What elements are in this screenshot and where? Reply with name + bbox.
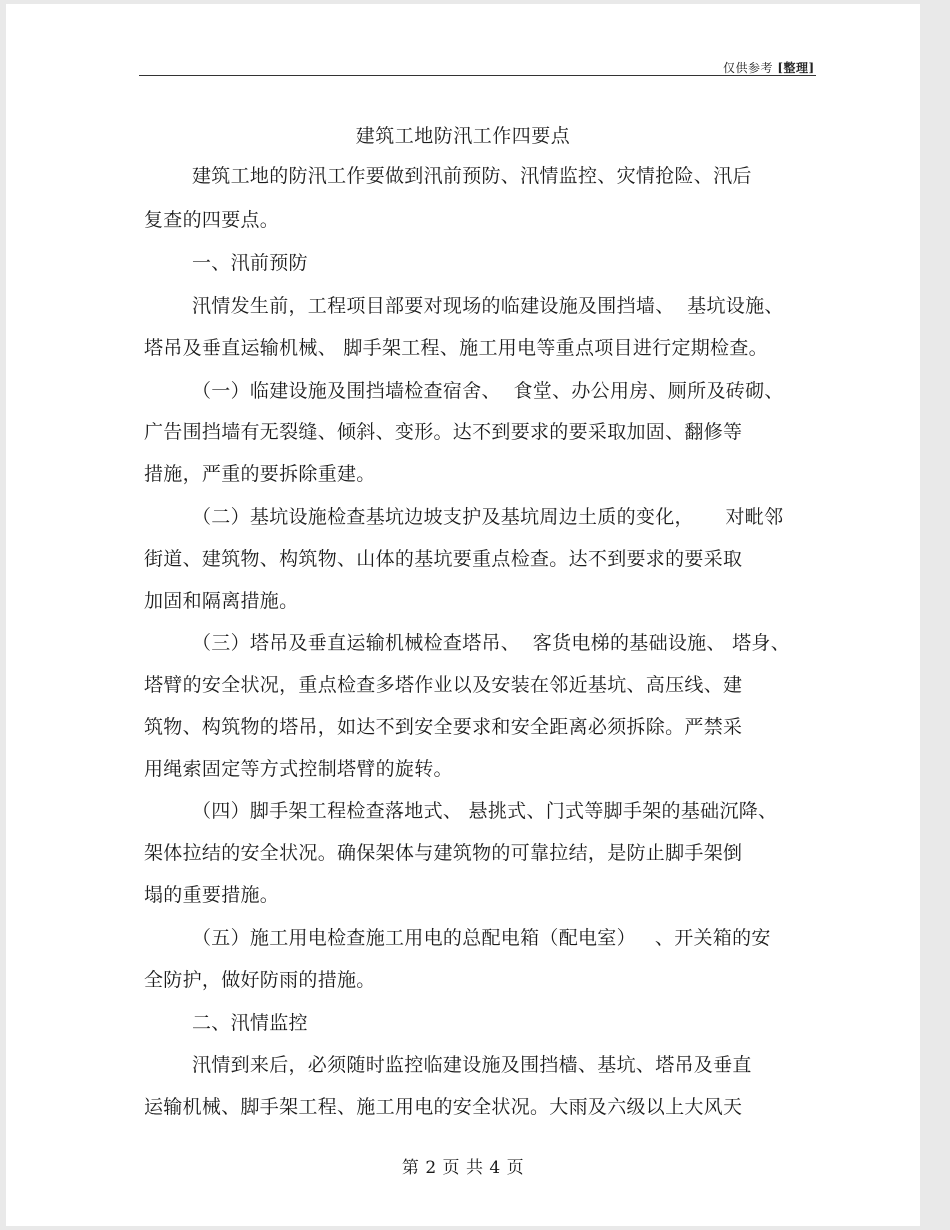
body-line-10: 街道、建筑物、构筑物、山体的基坑要重点检查。达不到要求的要采取	[144, 548, 743, 570]
body-line-7: 广告围挡墙有无裂缝、倾斜、变形。达不到要求的要采取加固、翻修等	[144, 421, 743, 443]
body-line-5: 塔吊及垂直运输机械、 脚手架工程、施工用电等重点项目进行定期检查。	[144, 337, 768, 359]
body-line-12: （三）塔吊及垂直运输机械检查塔吊、 客货电梯的基础设施、 塔身、	[192, 632, 791, 654]
body-line-9: （二）基坑设施检查基坑边坡支护及基坑周边土质的变化， 对毗邻	[192, 506, 784, 528]
body-line-2: 复查的四要点。	[144, 209, 280, 231]
body-line-13: 塔臂的安全状况，重点检查多塔作业以及安装在邻近基坑、高压线、建	[144, 674, 743, 696]
section-heading-1: 一、汛前预防	[192, 252, 308, 274]
body-line-14: 筑物、构筑物的塔吊，如达不到安全要求和安全距离必须拆除。严禁采	[144, 716, 743, 738]
body-line-19: （五）施工用电检查施工用电的总配电箱（配电室） 、开关箱的安	[192, 927, 771, 949]
body-line-11: 加固和隔离措施。	[144, 590, 299, 612]
page-header	[723, 59, 815, 76]
body-line-16: （四）脚手架工程检查落地式、 悬挑式、门式等脚手架的基础沉降、	[192, 800, 778, 822]
body-line-22: 汛情到来后，必须随时监控临建设施及围挡樯、基坑、塔吊及垂直	[192, 1054, 752, 1076]
document-page	[6, 4, 920, 1226]
body-line-1: 建筑工地的防汛工作要做到汛前预防、汛情监控、灾情抢险、汛后	[192, 165, 752, 187]
body-line-8: 措施，严重的要拆除重建。	[144, 463, 376, 485]
page-number: 第 2 页 共 4 页	[401, 1158, 525, 1178]
body-line-6: （一）临建设施及围挡墙检查宿舍、 食堂、办公用房、厕所及砖砌、	[192, 380, 784, 402]
header-divider	[139, 75, 816, 76]
body-line-15: 用绳索固定等方式控制塔臂的旋转。	[144, 758, 453, 780]
header-tag: [整理]	[777, 61, 815, 75]
body-line-18: 塌的重要措施。	[144, 884, 280, 906]
body-line-17: 架体拉结的安全状况。确保架体与建筑物的可靠拉结，是防止脚手架倒	[144, 842, 743, 864]
section-heading-2: 二、汛情监控	[192, 1012, 308, 1034]
body-line-23: 运输机械、脚手架工程、施工用电的安全状况。大雨及六级以上大风天	[144, 1096, 743, 1118]
header-note: 仅供参考	[723, 61, 774, 75]
body-line-20: 全防护，做好防雨的措施。	[144, 969, 376, 991]
document-title: 建筑工地防汛工作四要点	[355, 125, 571, 147]
body-line-4: 汛情发生前，工程项目部要对现场的临建设施及围挡墙、 基坑设施、	[192, 295, 784, 317]
